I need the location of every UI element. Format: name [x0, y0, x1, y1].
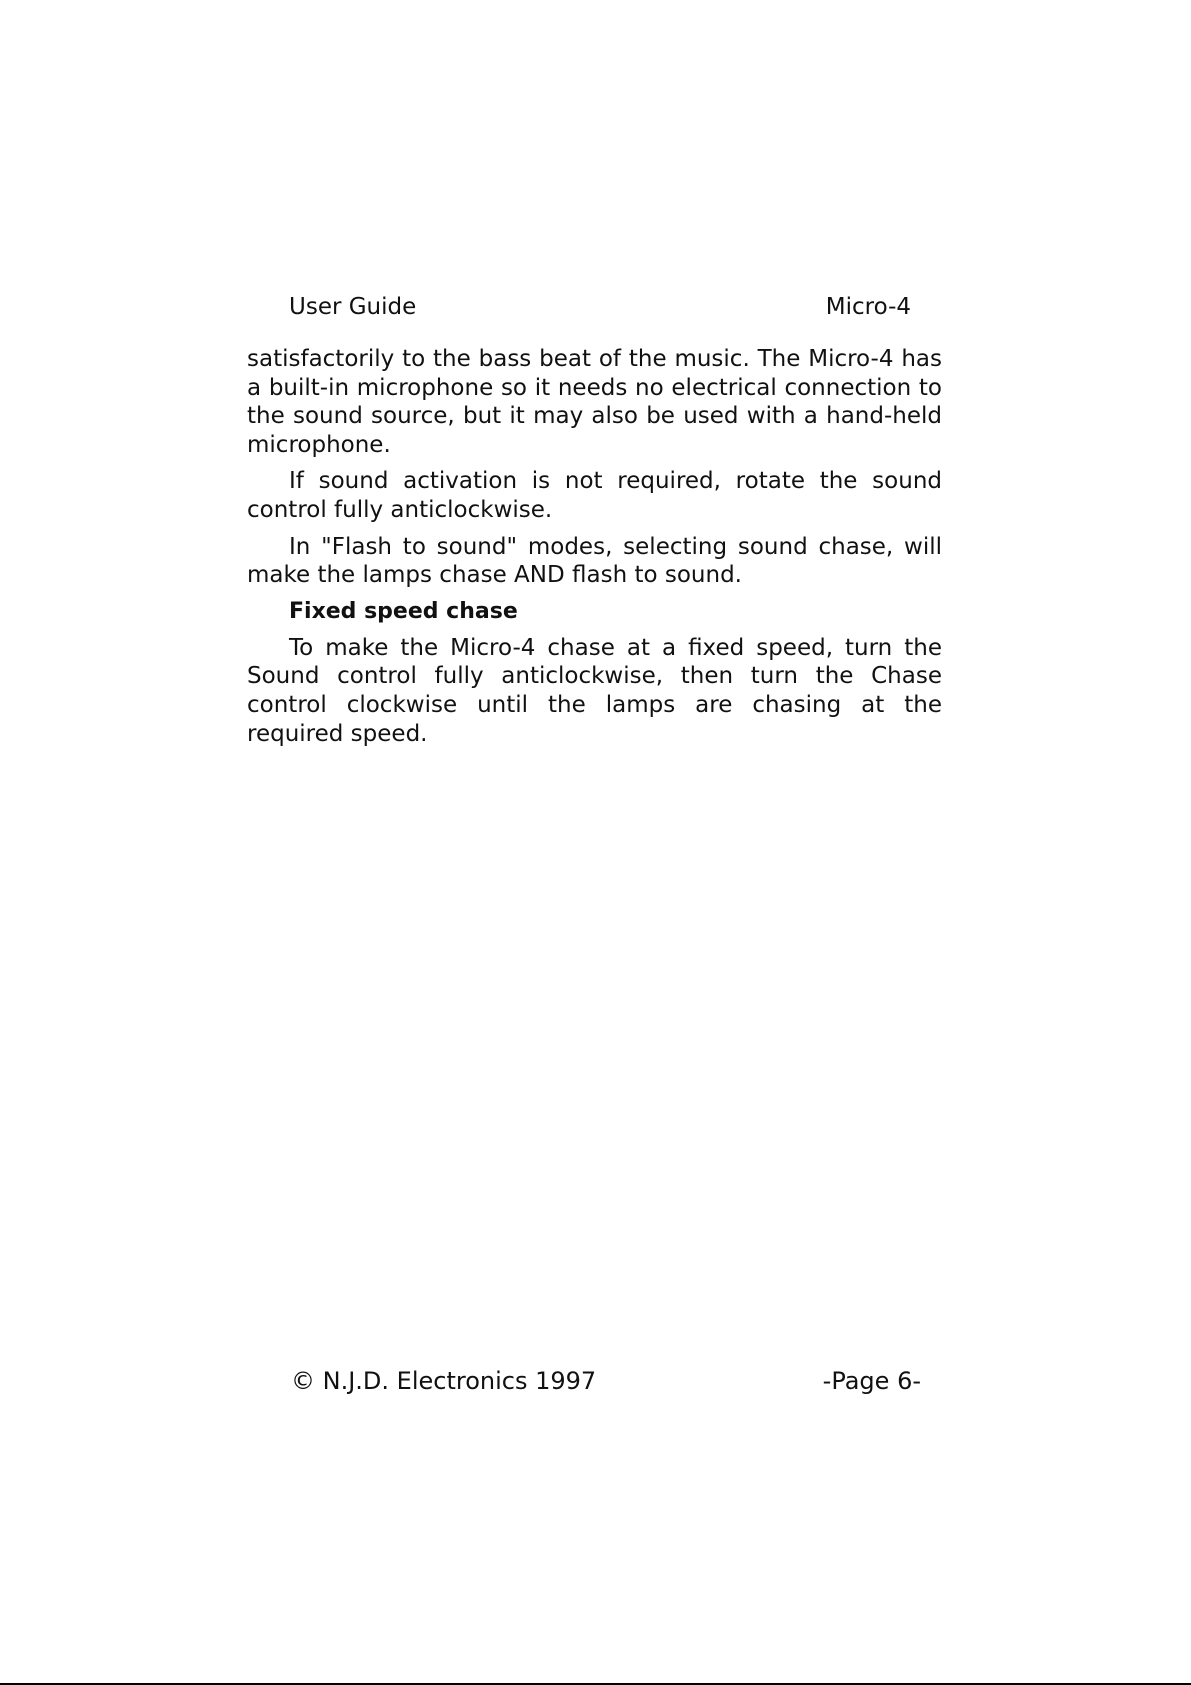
- copyright-notice: © N.J.D. Electronics 1997: [291, 1367, 597, 1395]
- page-body: [247, 345, 942, 756]
- page-footer: [291, 1364, 921, 1398]
- header-title: User Guide: [289, 294, 417, 320]
- paragraph-continued: satisfactorily to the bass beat of the music. The Micro-4 has a built-in microphone so it needs no electrical connection to the sound source, but it may also be used with a hand-held microphone.: [247, 346, 942, 458]
- header-product: Micro-4: [825, 294, 911, 320]
- paragraph-fixed-speed: To make the Micro-4 chase at a fixed speed, turn the Sound control fully anticlockwise, then turn the Chase control clockwise until the lamps are chasing at the required speed.: [247, 634, 942, 747]
- page-number: -Page 6-: [822, 1367, 921, 1395]
- paragraph-flash-to-sound: In "Flash to sound" modes, selecting sound chase, will make the lamps chase AND flash to sound.: [247, 533, 942, 589]
- paragraph-sound-activation: If sound activation is not required, rotate the sound control fully anticlockwise.: [247, 468, 942, 523]
- page-header: [289, 291, 911, 323]
- section-heading: Fixed speed chase: [289, 598, 518, 624]
